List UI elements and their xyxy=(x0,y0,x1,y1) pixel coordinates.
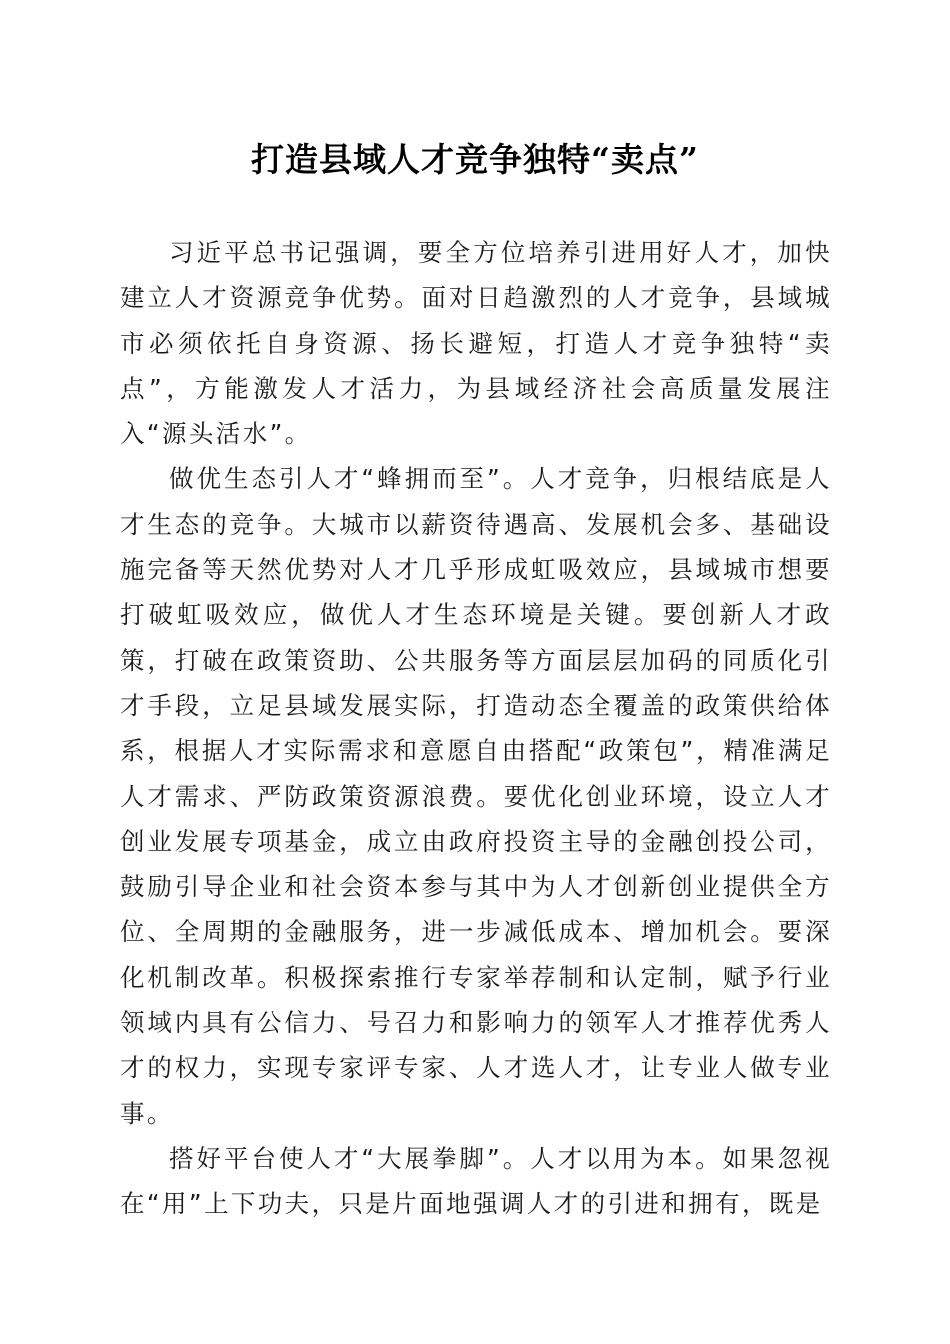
paragraph-intro: 习近平总书记强调，要全方位培养引进用好人才，加快建立人才资源竞争优势。面对日趋激烈的人才竞争，县域城市必须依托自身资源、扬长避短，打造人才竞争独特“卖点”，方能激发人才活力，为县域经济社会高质量发展注入“源头活水”。 xyxy=(120,238,832,449)
document-body xyxy=(120,230,832,1227)
paragraph-platform: 搭好平台使人才“大展拳脚”。人才以用为本。如果忽视在“用”上下功夫，只是片面地强调人才的引进和拥有，既是 xyxy=(120,1143,832,1219)
document-title: 打造县域人才竞争独特“卖点” xyxy=(251,140,699,179)
paragraph-ecology: 做优生态引人才“蜂拥而至”。人才竞争，归根结底是人才生态的竞争。大城市以薪资待遇高、发展机会多、基础设施完备等天然优势对人才几乎形成虹吸效应，县域城市想要打破虹吸效应，做优人才生态环境是关键。要创新人才政策，打破在政策资助、公共服务等方面层层加码的同质化引才手段，立足县域发展实际，打造动态全覆盖的政策供给体系，根据人才实际需求和意愿自由搭配“政策包”，精准满足人才需求、严防政策资源浪费。要优化创业环境，设立人才创业发展专项基金，成立由政府投资主导的金融创投公司，鼓励引导企业和社会资本参与其中为人才创新创业提供全方位、全周期的金融服务，进一步减低成本、增加机会。要深化机制改革。积极探索推行专家举荐制和认定制，赋予行业领域内具有公信力、号召力和影响力的领军人才推荐优秀人才的权力，实现专家评专家、人才选人才，让专业人做专业事。 xyxy=(120,464,832,1128)
